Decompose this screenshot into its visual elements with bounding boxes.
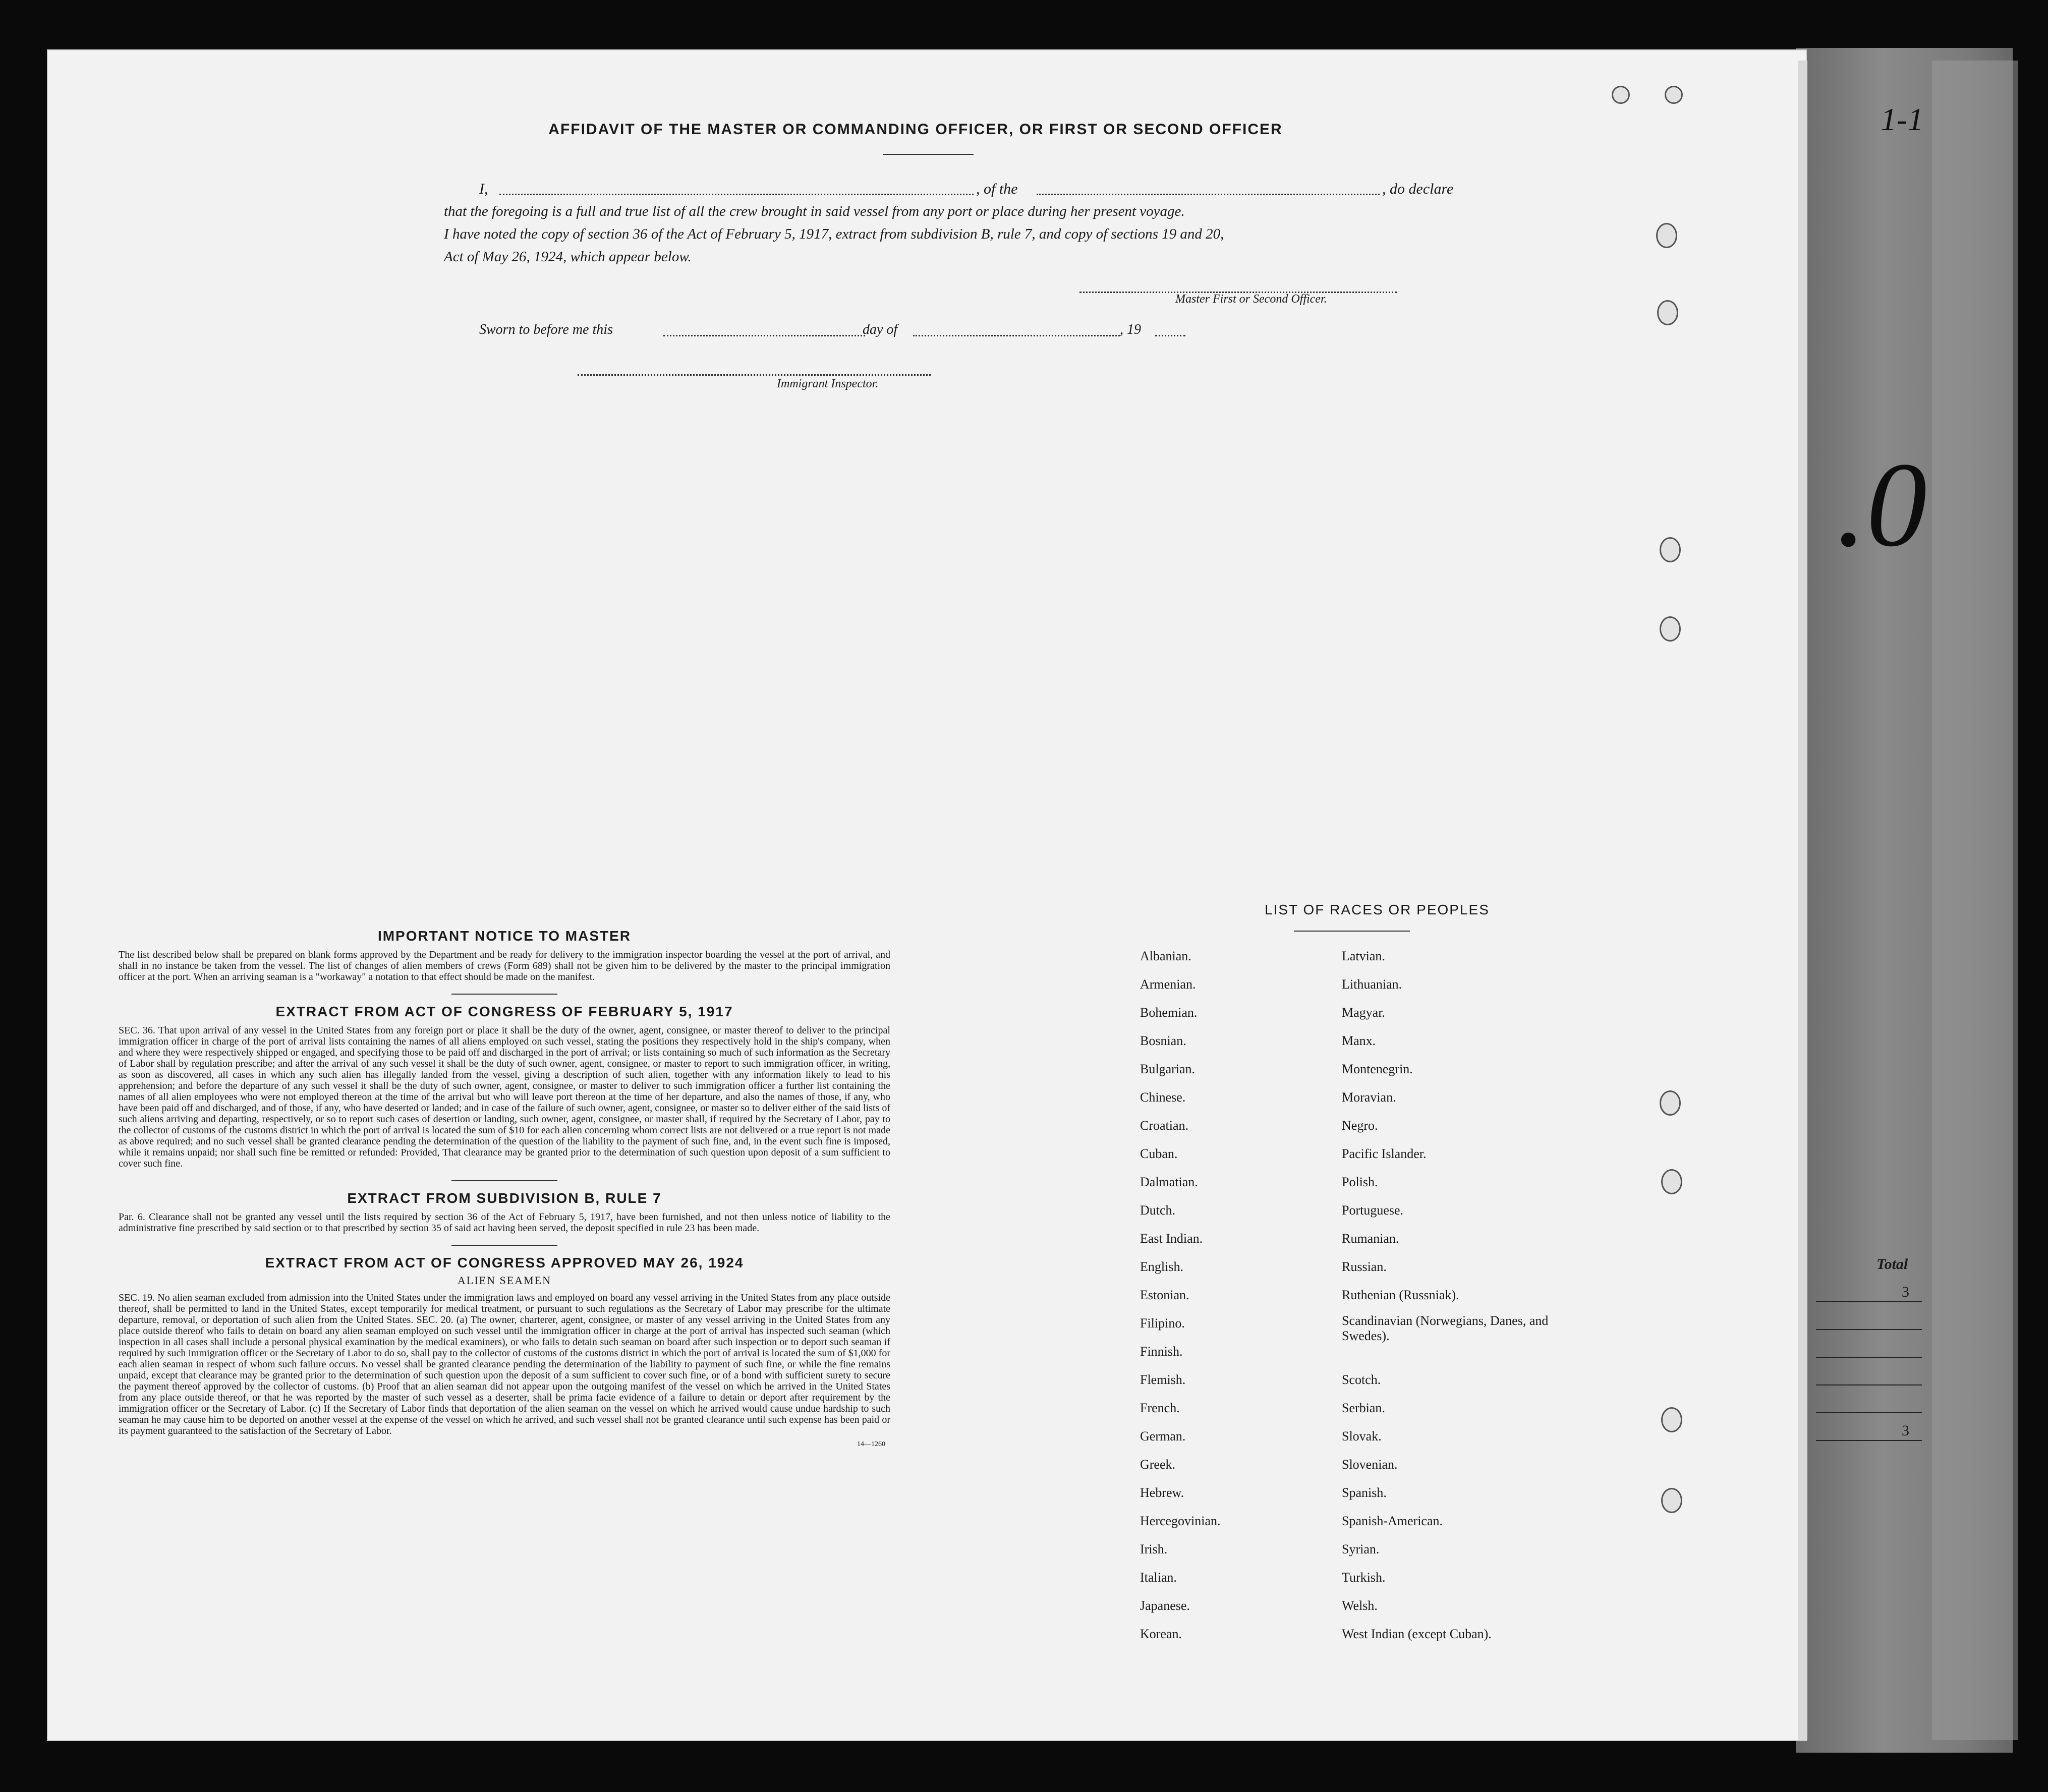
race-item: Russian. bbox=[1342, 1259, 1387, 1274]
extract-1924-title: EXTRACT FROM ACT OF CONGRESS APPROVED MAY 26, 1924 bbox=[265, 1255, 744, 1270]
race-item: Albanian. bbox=[1140, 949, 1191, 963]
vessel-blank bbox=[1037, 194, 1380, 195]
race-item: Magyar. bbox=[1342, 1005, 1385, 1020]
extract-rule7-title: EXTRACT FROM SUBDIVISION B, RULE 7 bbox=[347, 1190, 662, 1206]
race-item: Hercegovinian. bbox=[1140, 1514, 1221, 1528]
punch-hole bbox=[1660, 537, 1681, 562]
race-item: Scandinavian (Norwegians, Danes, and Swedes). bbox=[1342, 1313, 1549, 1343]
day-of-label: day of bbox=[863, 322, 898, 337]
corner-handwritten-note: 1-1 bbox=[1881, 101, 1924, 137]
race-item: Ruthenian (Russniak). bbox=[1342, 1288, 1459, 1302]
total-rule bbox=[1816, 1357, 1922, 1358]
race-item: Spanish-American. bbox=[1342, 1514, 1443, 1528]
race-item: Greek. bbox=[1140, 1457, 1176, 1472]
divider bbox=[451, 994, 557, 995]
form-number: 14—1260 bbox=[857, 1440, 885, 1448]
race-item: Chinese. bbox=[1140, 1090, 1186, 1105]
race-item: Filipino. bbox=[1140, 1316, 1185, 1331]
total-rule bbox=[1816, 1329, 1922, 1330]
race-item: Finnish. bbox=[1140, 1344, 1183, 1359]
extract-1917-body: SEC. 36. That upon arrival of any vessel in the United States from any foreign port or place it shall be the duty of the owner, agent, consignee, or master thereof to deliver to the principal immigration officer in charge of the port of arrival lists containing the names of all aliens employed on such vessel, stating the positions they respectively hold in the ship's company, when and where they were respectively shipped or engaged, and specifying those to be paid off and discharged in the port of arrival; or lists containing so much of such information as the Secretary of Labor shall by regulation prescribe; and after the arrival of any such vessel it shall be the duty of such owner, agent, consignee, or master to report to such immigration officer, in writing, as soon as discovered, all cases in which any such alien has illegally landed from the vessel, giving a description of such alien, together with any information likely to lead to his apprehension; and before the departure of any such vessel it shall be the duty of such owner, agent, consignee, or master to deliver to such immigration officer a further list containing the names of all alien employees who were not employed thereon at the time of the arrival but who will leave port thereon at the time of her departure, and also the names of those, if any, who have been paid off and discharged, and of those, if any, who have deserted or landed; and in case of the failure of such owner, agent, consignee, or master so to deliver either of the said lists of such aliens arriving and departing, respectively, or so to report such cases of desertion or landing, such owner, agent, consignee, or master shall, if required by the Secretary of Labor, pay to the collector of customs of the customs district in which the port of arrival is located the sum of $10 for each alien concerning whom correct lists are not delivered or a true report is not made as above required; and no such vessel shall be granted clearance pending the determination of the question of the liability to the payment of such fine, and, in the event such fine is imposed, while it remains unpaid; nor shall such fine be remitted or refunded: Provided, That clearance may be granted prior to the determination of such question upon deposit of a sum sufficient to cover such fine. bbox=[119, 1025, 890, 1169]
race-item: Estonian. bbox=[1140, 1288, 1189, 1302]
race-item: Hebrew. bbox=[1140, 1485, 1184, 1500]
total-rule bbox=[1816, 1301, 1922, 1302]
affidavit-line-2: that the foregoing is a full and true list of all the crew brought in said vessel from any port or place during her present voyage. bbox=[444, 203, 1185, 219]
adjacent-page-shadow bbox=[1932, 61, 2018, 1740]
race-item: English. bbox=[1140, 1259, 1183, 1274]
race-item: Korean. bbox=[1140, 1627, 1182, 1641]
race-item: Croatian. bbox=[1140, 1118, 1189, 1133]
race-item: Lithuanian. bbox=[1342, 977, 1402, 992]
extract-rule7-body: Par. 6. Clearance shall not be granted any vessel until the lists required by section 36 of the Act of February 5, 1917, have been furnished, and not then unless notice of liability to the administrative fine prescribed by said section or to that prescribed by section 35 of said act having been served, the deposit specified in rule 23 has been made. bbox=[119, 1211, 890, 1234]
races-column-2 bbox=[1342, 942, 1584, 1648]
affidavit-declare: , do declare bbox=[1382, 181, 1454, 197]
race-item: Japanese. bbox=[1140, 1598, 1190, 1613]
notice-title: IMPORTANT NOTICE TO MASTER bbox=[377, 928, 632, 944]
affidavit-title: AFFIDAVIT OF THE MASTER OR COMMANDING OFFICER, OR FIRST OR SECOND OFFICER bbox=[548, 121, 1283, 138]
name-blank bbox=[499, 194, 974, 195]
race-item: West Indian (except Cuban). bbox=[1342, 1627, 1492, 1641]
race-item: Serbian. bbox=[1342, 1401, 1385, 1415]
race-item: Portuguese. bbox=[1342, 1203, 1404, 1218]
inspector-label: Immigrant Inspector. bbox=[777, 377, 879, 390]
master-signature-label: Master First or Second Officer. bbox=[1175, 293, 1327, 306]
race-item: Bohemian. bbox=[1140, 1005, 1198, 1020]
punch-hole bbox=[1656, 223, 1677, 248]
race-item: Negro. bbox=[1342, 1118, 1378, 1133]
race-item: Syrian. bbox=[1342, 1542, 1380, 1556]
manifest-page bbox=[48, 50, 1806, 1740]
punch-hole bbox=[1661, 1407, 1682, 1432]
divider bbox=[451, 1245, 557, 1246]
sworn-label: Sworn to before me this bbox=[479, 322, 613, 337]
races-underline bbox=[1294, 931, 1410, 932]
race-item: Turkish. bbox=[1342, 1570, 1386, 1585]
title-underline bbox=[883, 154, 974, 155]
inspector-signature-line bbox=[578, 374, 931, 376]
races-title: LIST OF RACES OR PEOPLES bbox=[1265, 902, 1490, 917]
race-item: Spanish. bbox=[1342, 1485, 1387, 1500]
race-item: Italian. bbox=[1140, 1570, 1177, 1585]
affidavit-line-4: Act of May 26, 1924, which appear below. bbox=[444, 249, 692, 265]
affidavit-line-3: I have noted the copy of section 36 of the Act of February 5, 1917, extract from subdivision B, rule 7, and copy of sections 19 and 20, bbox=[444, 226, 1224, 242]
race-item: Manx. bbox=[1342, 1033, 1376, 1048]
affidavit-of-the: , of the bbox=[976, 181, 1018, 197]
race-item: Moravian. bbox=[1342, 1090, 1396, 1105]
race-item: Cuban. bbox=[1140, 1146, 1178, 1161]
affidavit-i: I, bbox=[479, 181, 488, 197]
race-item: Armenian. bbox=[1140, 977, 1196, 992]
extract-1924-body: SEC. 19. No alien seaman excluded from admission into the United States under the immigration laws and employed on board any vessel arriving in the United States from any place outside thereof, shall be permitted to land in the United States, except temporarily for medical treatment, or pursuant to such regulations as the Secretary of Labor may prescribe for the ultimate departure, removal, or deportation of such alien from the United States. SEC. 20. (a) The owner, charterer, agent, consignee, or master of any vessel arriving in the United States from any place outside thereof who fails to detain on board any alien seaman employed on such vessel until the immigration officer in charge at the port of arrival has inspected such seaman (which inspection in all cases shall include a personal physical examination by the medical examiners), or who fails to detain such seaman on board after such inspection or to deport such seaman if required by such immigration officer or the Secretary of Labor to do so, shall pay to the collector of customs of the customs district in which the port of arrival is located the sum of $1,000 for each alien seaman in respect of whom such failure occurs. No vessel shall be granted clearance pending the determination of the liability to payment of such fine, or while the fine remains unpaid, except that clearance may be granted prior to the determination of such question upon the deposit of a sum sufficient to cover such fine, or of a bond with sufficient surety to secure the payment thereof approved by the collector of customs. (b) Proof that an alien seaman did not appear upon the outgoing manifest of the vessel on which he arrived in the United States from any place outside thereof, or that he was reported by the master of such vessel as a deserter, shall be prima facie evidence of a failure to detain or deport after requirement by the immigration officer or the Secretary of Labor. (c) If the Secretary of Labor finds that deportation of the alien seaman on the vessel on which he arrived would cause undue hardship to such seaman he may cause him to be deported on another vessel at the expense of the vessel on which he arrived, and such vessel shall not be granted clearance until such expense has been paid or its payment guaranteed to the satisfaction of the Secretary of Labor. bbox=[119, 1292, 890, 1436]
total-rule bbox=[1816, 1384, 1922, 1385]
race-item: German. bbox=[1140, 1429, 1186, 1443]
month-blank bbox=[913, 335, 1120, 336]
race-item: Scotch. bbox=[1342, 1372, 1381, 1387]
extract-1917-title: EXTRACT FROM ACT OF CONGRESS OF FEBRUARY 5, 1917 bbox=[275, 1004, 733, 1019]
race-item: Welsh. bbox=[1342, 1598, 1378, 1613]
races-column-1 bbox=[1140, 942, 1322, 1648]
race-item: Latvian. bbox=[1342, 949, 1385, 963]
punch-hole bbox=[1612, 86, 1630, 104]
punch-hole bbox=[1661, 1169, 1682, 1194]
race-item: Dalmatian. bbox=[1140, 1175, 1198, 1189]
race-item: Irish. bbox=[1140, 1542, 1168, 1556]
punch-hole bbox=[1660, 1090, 1681, 1116]
race-item: Dutch. bbox=[1140, 1203, 1176, 1218]
divider bbox=[451, 1180, 557, 1181]
race-item: Montenegrin. bbox=[1342, 1062, 1413, 1076]
race-item: Flemish. bbox=[1140, 1372, 1186, 1387]
punch-hole bbox=[1661, 1488, 1682, 1513]
race-item: East Indian. bbox=[1140, 1231, 1203, 1246]
race-item: Pacific Islander. bbox=[1342, 1146, 1427, 1161]
total-rule bbox=[1816, 1440, 1922, 1441]
total-rule bbox=[1816, 1412, 1922, 1413]
punch-hole bbox=[1665, 86, 1683, 104]
race-item: Bosnian. bbox=[1140, 1033, 1186, 1048]
race-item: Bulgarian. bbox=[1140, 1062, 1196, 1076]
year-label: , 19 bbox=[1120, 322, 1141, 337]
punch-hole bbox=[1657, 300, 1678, 325]
race-item: French. bbox=[1140, 1401, 1180, 1415]
race-item: Slovak. bbox=[1342, 1429, 1382, 1443]
page-edge bbox=[1798, 61, 1807, 1740]
punch-hole bbox=[1660, 616, 1681, 642]
total-last: 3 bbox=[1902, 1422, 1909, 1439]
sworn-day-blank bbox=[663, 335, 865, 336]
race-item: Slovenian. bbox=[1342, 1457, 1398, 1472]
race-item: Polish. bbox=[1342, 1175, 1378, 1189]
total-first: 3 bbox=[1902, 1284, 1909, 1300]
race-item: Rumanian. bbox=[1342, 1231, 1399, 1246]
extract-1924-subtitle: ALIEN SEAMEN bbox=[458, 1274, 551, 1287]
handwritten-mark: .0 bbox=[1836, 437, 1927, 571]
notice-body: The list described below shall be prepared on blank forms approved by the Department and be ready for delivery to the immigration inspector boarding the vessel at the port of arrival, and shall in no instance be taken from the vessel. The list of changes of alien members of crews (Form 689) shall not be given him to be delivered by the master to the principal immigration officer at the port. When an arriving seaman is a "workaway" a notation to that effect should be made on the manifest. bbox=[119, 949, 890, 982]
total-label: Total bbox=[1876, 1256, 1908, 1273]
year-blank bbox=[1155, 335, 1185, 336]
